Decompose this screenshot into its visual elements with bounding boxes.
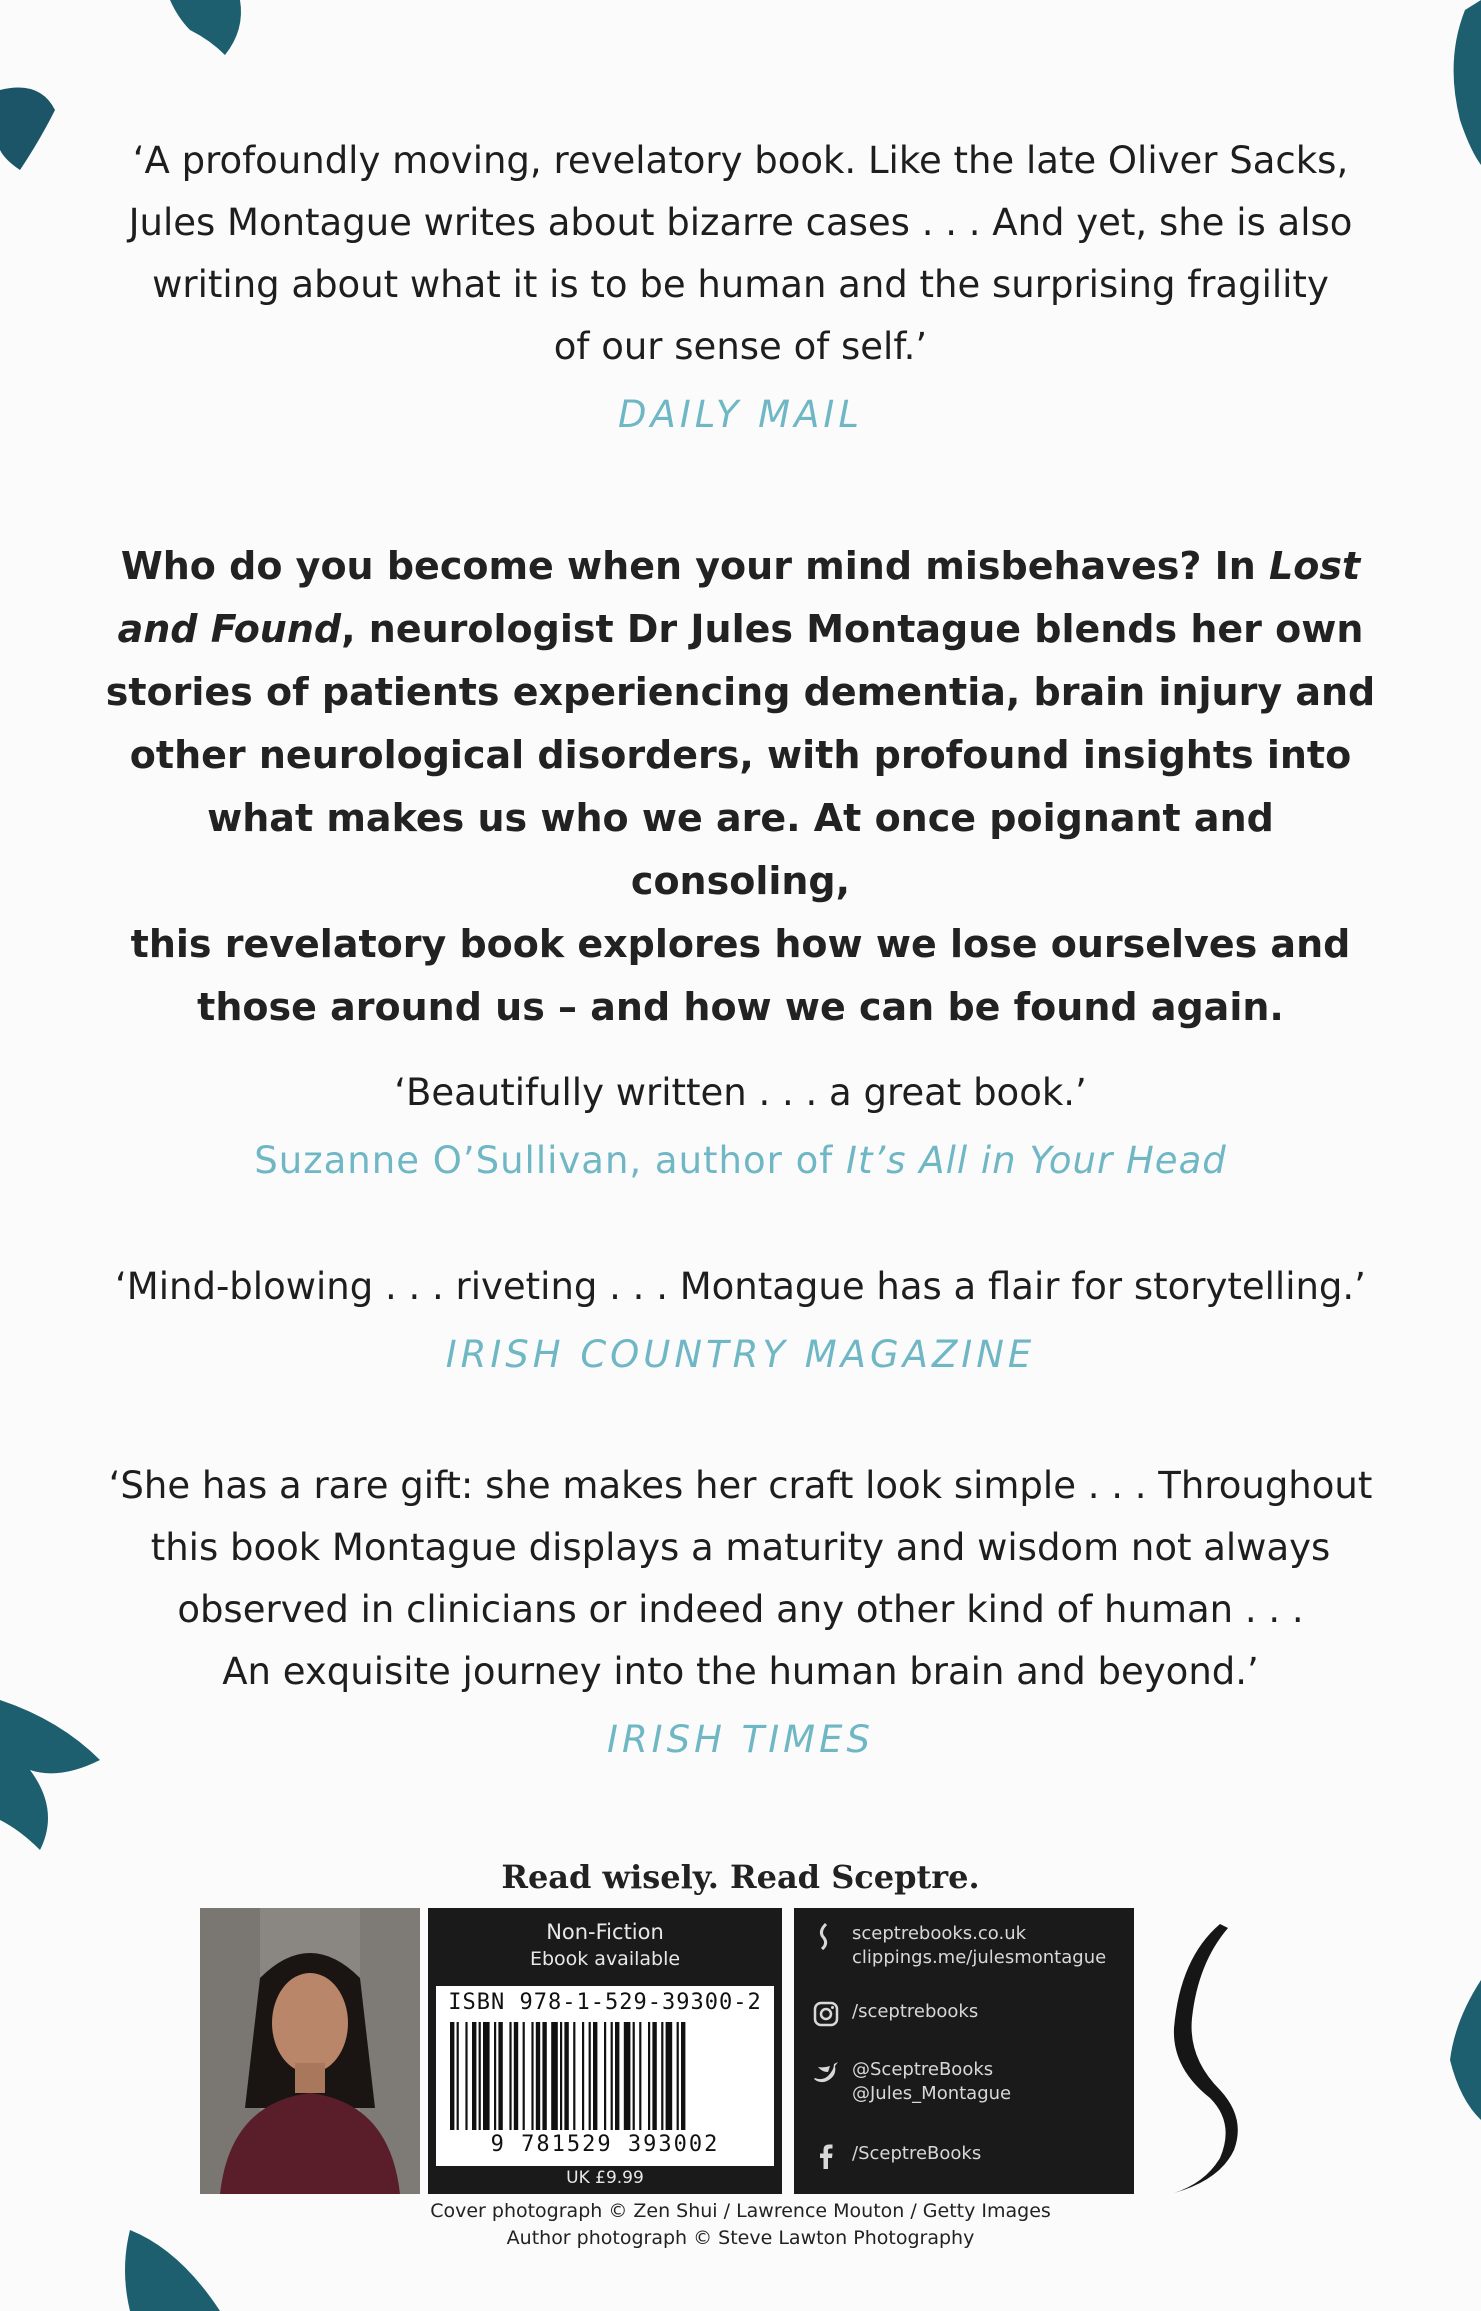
- book-blurb: [100, 535, 1381, 1039]
- review-quote: observed in clinicians or indeed any other kind of human . . .: [177, 1588, 1304, 1631]
- website-link[interactable]: clippings.me/julesmontague: [852, 1947, 1107, 1968]
- blurb-text: , neurologist Dr Jules Montague blends her own: [341, 607, 1364, 651]
- website-link[interactable]: sceptrebooks.co.uk: [852, 1923, 1027, 1944]
- review-quote: ‘Mind-blowing . . . riveting . . . Montague has a flair for storytelling.’: [115, 1265, 1366, 1308]
- blurb-text: Who do you become when your mind misbehaves? In: [120, 544, 1270, 588]
- review-quote: ‘Beautifully written . . . a great book.’: [394, 1071, 1087, 1114]
- sceptre-s-icon: [812, 1922, 840, 1950]
- butterfly-right-bottom: [1440, 1980, 1481, 2120]
- author-portrait-image: [200, 1908, 420, 2194]
- ebook-label: Ebook available: [529, 1948, 681, 1970]
- instagram-handle[interactable]: /sceptrebooks: [852, 2001, 979, 2022]
- review-irish-country-magazine: [100, 1256, 1381, 1386]
- blurb-line: those around us – and how we can be found again.: [197, 985, 1284, 1029]
- social-panel: [794, 1908, 1134, 2194]
- author-photo: [200, 1908, 420, 2194]
- review-source: DAILY MAIL: [618, 393, 863, 436]
- sceptre-logo-icon: [1150, 1918, 1260, 2198]
- facebook-handle[interactable]: /SceptreBooks: [852, 2143, 982, 2164]
- review-source: IRISH COUNTRY MAGAZINE: [445, 1333, 1036, 1376]
- barcode-box: [436, 1986, 774, 2166]
- review-quote: ‘She has a rare gift: she makes her craft look simple . . . Throughout: [108, 1464, 1373, 1507]
- isbn-text: ISBN 978-1-529-39300-2: [448, 1990, 762, 2015]
- website-row: [812, 1922, 1106, 1970]
- blurb-line: what makes us who we are. At once poignant and consoling,: [207, 796, 1274, 903]
- review-quote: this book Montague displays a maturity and wisdom not always: [150, 1526, 1331, 1569]
- instagram-row: [812, 2000, 978, 2028]
- review-source: [100, 1130, 1381, 1192]
- review-irish-times: [100, 1455, 1381, 1771]
- blurb-line: other neurological disorders, with profound insights into: [129, 733, 1352, 777]
- author-photo-credit: Author photograph © Steve Lawton Photography: [506, 2227, 975, 2249]
- review-quote: Jules Montague writes about bizarre cases . . . And yet, she is also: [128, 201, 1353, 244]
- twitter-icon: [812, 2058, 840, 2086]
- book-title: Lost: [1269, 544, 1361, 588]
- book-title: and Found: [117, 607, 342, 651]
- price-label: UK £9.99: [566, 2168, 644, 2188]
- barcode-bars: [450, 2022, 760, 2130]
- review-quote: writing about what it is to be human and the surprising fragility: [152, 263, 1329, 306]
- facebook-row: [812, 2142, 981, 2170]
- genre-label: Non-Fiction: [546, 1920, 664, 1944]
- butterfly-top-left: [170, 0, 250, 70]
- publisher-motto: Read wisely. Read Sceptre.: [501, 1858, 980, 1896]
- photo-credits: [0, 2198, 1481, 2252]
- review-daily-mail: [100, 130, 1381, 446]
- review-quote: ‘A profoundly moving, revelatory book. Like the late Oliver Sacks,: [132, 139, 1349, 182]
- review-quote: An exquisite journey into the human brain and beyond.’: [222, 1650, 1259, 1693]
- blurb-line: stories of patients experiencing dementia, brain injury and: [105, 670, 1376, 714]
- butterfly-left-top: [0, 80, 60, 180]
- review-osullivan: [100, 1062, 1381, 1192]
- twitter-handle[interactable]: @Jules_Montague: [852, 2083, 1012, 2104]
- barcode-panel: [428, 1908, 782, 2194]
- review-source: IRISH TIMES: [607, 1718, 874, 1761]
- blurb-line: [100, 535, 1381, 598]
- review-source-author: Suzanne O’Sullivan, author of: [254, 1139, 847, 1182]
- barcode-digits: 9 781529 393002: [490, 2132, 720, 2157]
- blurb-line: [100, 598, 1381, 661]
- blurb-line: this revelatory book explores how we lose ourselves and: [130, 922, 1351, 966]
- facebook-icon: [812, 2142, 840, 2170]
- review-quote: of our sense of self.’: [553, 325, 928, 368]
- twitter-row: [812, 2058, 1011, 2106]
- cover-photo-credit: Cover photograph © Zen Shui / Lawrence Mouton / Getty Images: [430, 2200, 1051, 2222]
- review-source-title: It’s All in Your Head: [846, 1139, 1227, 1182]
- instagram-icon: [812, 2000, 840, 2028]
- twitter-handle[interactable]: @SceptreBooks: [852, 2059, 994, 2080]
- butterfly-right-top: [1420, 0, 1481, 170]
